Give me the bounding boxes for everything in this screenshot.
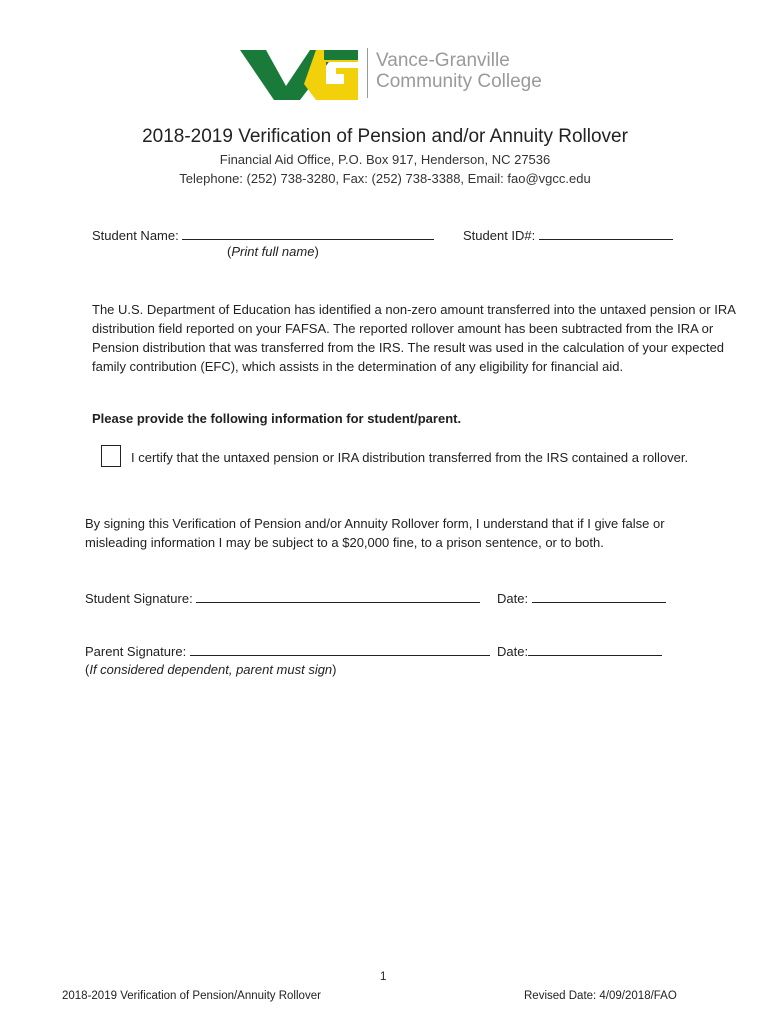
student-name-row	[92, 227, 434, 243]
parent-signature-row	[85, 643, 490, 659]
intro-paragraph: The U.S. Department of Education has identified a non-zero amount transferred into the untaxed pension or IRA distribution field reported on your FAFSA. The reported rollover amount has been subtracted from the IRA or Pension distribution that was transferred from the IRS. The result was used in the calculation of your expected family contribution (EFC), which assists in the determination of any eligibility for financial aid.	[92, 302, 736, 374]
student-id-row	[463, 227, 673, 243]
student-name-label: Student Name:	[92, 228, 179, 243]
page-number: 1	[380, 971, 387, 983]
parent-date-field[interactable]	[528, 643, 662, 656]
student-signature-label: Student Signature:	[85, 591, 193, 606]
logo-line-2: Community College	[376, 71, 542, 92]
parent-signature-field[interactable]	[190, 643, 490, 656]
form-title: 2018-2019 Verification of Pension and/or Annuity Rollover	[142, 126, 628, 147]
print-hint: (Print full name)	[227, 244, 319, 259]
office-address: Financial Aid Office, P.O. Box 917, Henderson, NC 27536	[219, 152, 551, 167]
parent-date-row	[497, 643, 662, 659]
parent-date-label: Date:	[497, 644, 529, 659]
student-name-field[interactable]	[182, 227, 434, 240]
office-contact: Telephone: (252) 738-3280, Fax: (252) 738-3388, Email: fao@vgcc.edu	[179, 171, 591, 186]
student-id-field[interactable]	[539, 227, 673, 240]
rollover-checkbox[interactable]	[101, 445, 121, 467]
logo-wordmark	[376, 50, 542, 92]
footer-right: Revised Date: 4/09/2018/FAO	[524, 990, 677, 1002]
certify-statement: I certify that the untaxed pension or IRA distribution transferred from the IRS contained a rollover.	[131, 450, 689, 465]
college-logo	[240, 44, 370, 104]
logo-line-1: Vance-Granville	[376, 50, 510, 71]
student-date-row	[497, 590, 666, 606]
student-id-label: Student ID#:	[463, 228, 536, 243]
logo-divider	[367, 48, 368, 98]
footer-left: 2018-2019 Verification of Pension/Annuity Rollover	[62, 990, 321, 1002]
student-signature-row	[85, 590, 480, 606]
student-date-label: Date:	[497, 591, 529, 606]
print-hint-text: Print full name	[231, 244, 315, 259]
warning-paragraph: By signing this Verification of Pension and/or Annuity Rollover form, I understand that if I give false or misleading information I may be subject to a $20,000 fine, to a prison sentence, or to both.	[85, 516, 665, 550]
student-date-field[interactable]	[532, 590, 666, 603]
parent-hint-text: If considered dependent, parent must sign	[89, 662, 333, 677]
instruction-heading: Please provide the following information for student/parent.	[92, 411, 462, 426]
parent-hint: (If considered dependent, parent must sign)	[85, 662, 337, 677]
parent-signature-label: Parent Signature:	[85, 644, 187, 659]
student-signature-field[interactable]	[196, 590, 480, 603]
